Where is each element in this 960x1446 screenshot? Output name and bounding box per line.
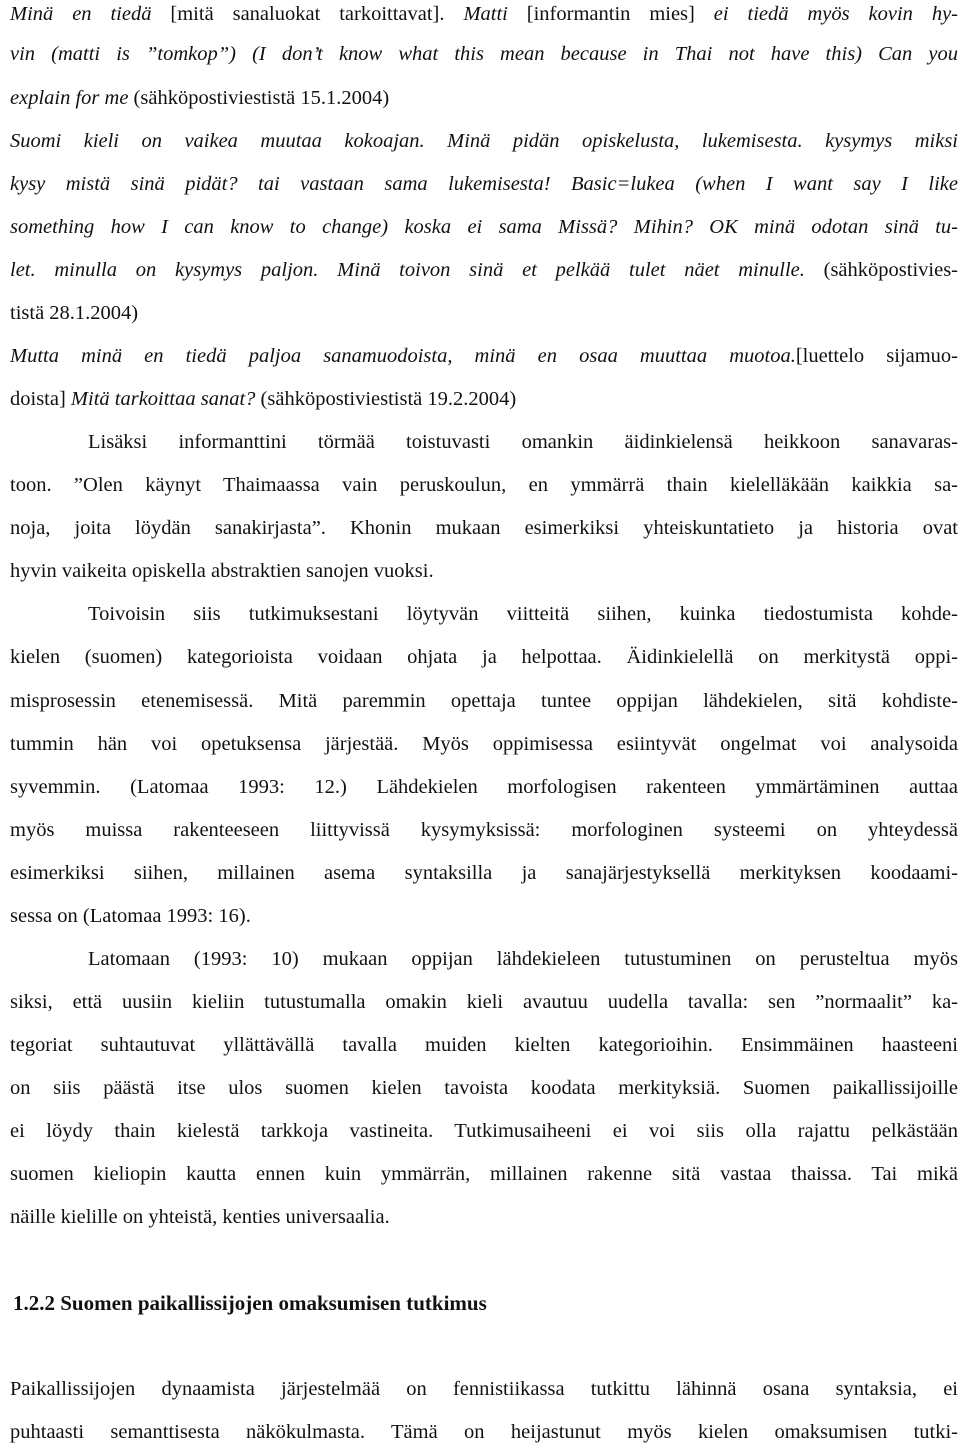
body-text: tegoriat suhtautuvat yllättävällä tavalla muiden kielten kategorioihin. Ensimmäinen haasteeni [10,1034,958,1056]
body-text: noja, joita löydän sanakirjasta”. Khonin mukaan esimerkiksi yhteiskuntatieto ja historia ovat [10,517,958,539]
source-citation: (sähköpostiviestistä 19.2.2004) [260,388,517,410]
quote-text: something how I can know to change) koska ei sama Missä? Mihin? OK minä odotan sinä tu- [10,216,958,238]
body-text: toon. ”Olen käynyt Thaimaassa vain peruskoulun, en ymmärrä thain kielelläkään kaikkia sa- [10,474,958,496]
body-text: myös muissa rakenteeseen liittyvissä kysymyksissä: morfologinen systeemi on yhteydessä [10,819,958,841]
text-line [10,256,958,284]
body-text: Latomaan (1993: 10) mukaan oppijan lähdekieleen tutustuminen on perusteltua myös [88,948,958,970]
text-line [10,385,516,413]
text-line [10,1203,390,1231]
body-text: hyvin vaikeita opiskella abstraktien sanojen vuoksi. [10,560,434,582]
quote-text: Minä en tiedä [10,3,171,25]
text-line [10,988,958,1016]
body-text: Toivoisin siis tutkimuksestani löytyvän viitteitä siihen, kuinka tiedostumista kohde- [88,603,958,625]
editorial-note: [mitä sanaluokat tarkoittavat]. [170,3,464,25]
paragraph-first-line [88,428,958,456]
body-text: suomen kieliopin kautta ennen kuin ymmärrän, millainen rakenne sitä vastaa thaissa. Tai mikä [10,1163,958,1185]
body-text: misprosessin etenemisessä. Mitä paremmin opettaja tuntee oppijan lähdekielen, sitä kohdiste- [10,690,958,712]
body-text: on siis päästä itse ulos suomen kielen tavoista koodata merkityksiä. Suomen paikallissijoille [10,1077,958,1099]
paragraph-first-line [88,600,958,628]
text-line [10,514,958,542]
body-text: syvemmin. (Latomaa 1993: 12.) Lähdekielen morfologisen rakenteen ymmärtäminen auttaa [10,776,958,798]
text-line [10,557,434,585]
quote-text: vin (matti is ”tomkop”) (I don’t know what this mean because in Thai not have this) Can you [10,43,958,65]
text-line [10,1375,958,1403]
source-citation: (sähköpostiviestistä 15.1.2004) [133,87,390,109]
text-line [10,471,958,499]
body-text: näille kielille on yhteistä, kenties universaalia. [10,1206,390,1228]
editorial-note: doista] [10,388,71,410]
text-line [10,643,958,671]
text-line [10,816,958,844]
quote-text: ei tiedä myös kovin hy- [713,3,958,25]
quote-text: Mutta minä en tiedä paljoa sanamuodoista, minä en osaa muuttaa muotoa. [10,345,796,367]
text-line [10,127,958,155]
text-line [10,1074,958,1102]
body-text: ei löydy thain kielestä tarkkoja vastineita. Tutkimusaiheeni ei voi siis olla rajattu pelkästään [10,1120,958,1142]
section-heading [13,1289,487,1317]
body-text: kielen (suomen) kategorioista voidaan ohjata ja helpottaa. Äidinkielellä on merkitystä oppi- [10,646,958,668]
text-line [10,1160,958,1188]
editorial-note: [informantin mies] [526,3,714,25]
text-line [10,730,958,758]
body-text: tummin hän voi opetuksensa järjestää. Myös oppimisessa esiintyvät ongelmat voi analysoida [10,733,958,755]
quote-text: Matti [463,3,527,25]
text-line [10,0,958,28]
text-line [10,859,958,887]
text-line [10,342,958,370]
body-text: sessa on (Latomaa 1993: 16). [10,905,251,927]
body-text: puhtaasti semanttisesta näkökulmasta. Tämä on heijastunut myös kielen omaksumisen tutki- [10,1421,958,1443]
quote-text: explain for me [10,87,134,109]
text-line [10,170,958,198]
text-line [10,1031,958,1059]
text-line [10,1117,958,1145]
source-citation: (sähköpostivies- [823,259,958,281]
paragraph-first-line [88,945,958,973]
text-line [10,1418,958,1446]
quote-text: Mitä tarkoittaa sanat? [70,388,261,410]
text-line [10,902,251,930]
quote-text: let. minulla on kysymys paljon. Minä toivon sinä et pelkää tulet näet minulle. [10,259,824,281]
body-text: Paikallissijojen dynaamista järjestelmää on fennistiikassa tutkittu lähinnä osana syntaksia, ei [10,1378,958,1400]
body-text: Lisäksi informanttini törmää toistuvasti omankin äidinkielensä heikkoon sanavaras- [88,431,958,453]
text-line [10,84,389,112]
text-line [10,687,958,715]
quote-text: kysy mistä sinä pidät? tai vastaan sama lukemisesta! Basic=lukea (when I want say I like [10,173,958,195]
text-line [10,40,958,68]
quote-text: Suomi kieli on vaikea muutaa kokoajan. Minä pidän opiskelusta, lukemisesta. kysymys miksi [10,130,958,152]
source-citation: tistä 28.1.2004) [10,302,139,324]
text-line [10,299,138,327]
editorial-note: [luettelo sijamuo- [795,345,959,367]
body-text: esimerkiksi siihen, millainen asema syntaksilla ja sanajärjestyksellä merkityksen koodaami- [10,862,958,884]
section-heading-text: 1.2.2 Suomen paikallissijojen omaksumisen tutkimus [13,1291,487,1315]
text-line [10,213,958,241]
text-line [10,773,958,801]
body-text: siksi, että uusiin kieliin tutustumalla omakin kieli avautuu uudella tavalla: sen ”normaalit” ka- [10,991,958,1013]
